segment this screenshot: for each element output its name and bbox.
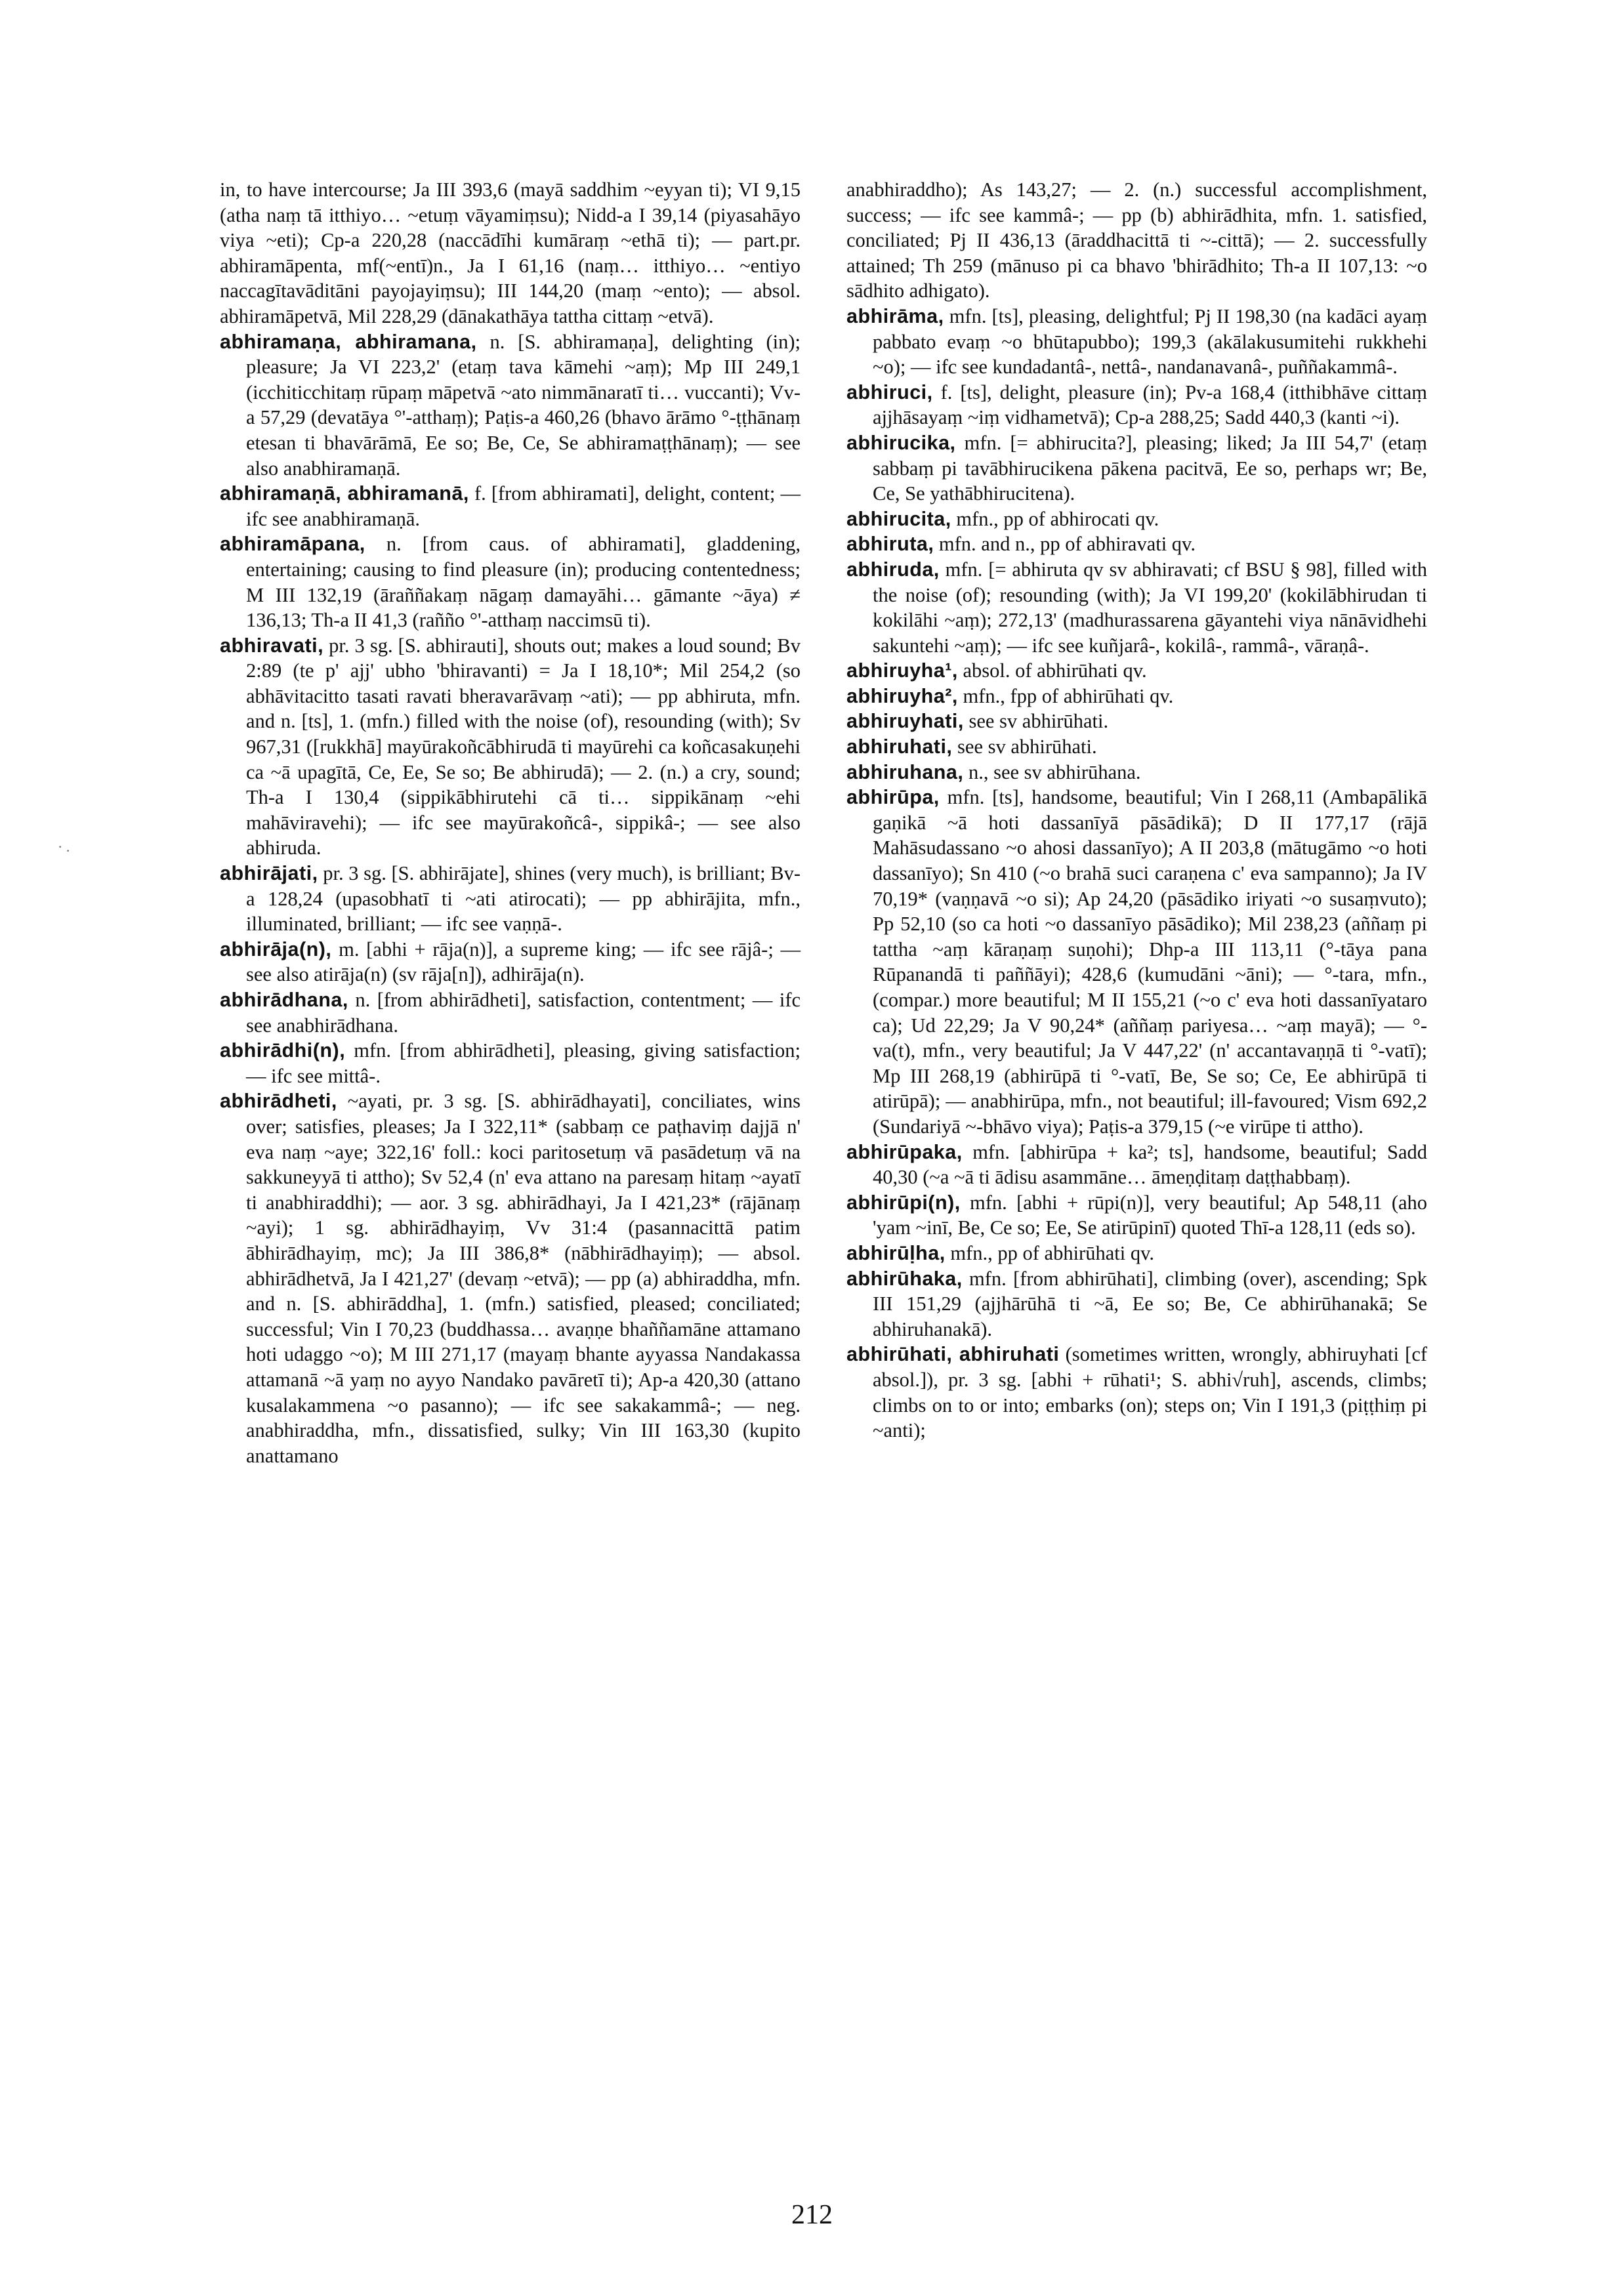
dictionary-entry <box>846 684 1427 709</box>
entry-definition: mfn., pp of abhirocati qv. <box>956 507 1159 530</box>
entry-headword: abhirūḷha, <box>846 1241 946 1264</box>
dictionary-entry <box>220 1038 801 1088</box>
dictionary-entry <box>846 658 1427 684</box>
entry-headword: abhiramaṇa, abhiramana, <box>220 330 477 353</box>
entry-headword: abhirūhaka, <box>846 1267 963 1290</box>
entry-definition: mfn. [abhi + rūpi(n)], very beautiful; Ap 548,11 (aho 'yam ~inī, Be, Ce so; Ee, Se atirūpinī) quoted Thī-a 128,11 (eds so). <box>873 1191 1428 1239</box>
entry-headword: abhiruyhati, <box>846 710 964 733</box>
dictionary-entry <box>220 531 801 632</box>
dictionary-entry <box>846 380 1427 430</box>
dictionary-entry <box>846 430 1427 507</box>
dictionary-entry <box>846 557 1427 658</box>
dictionary-entry <box>846 760 1427 785</box>
entry-definition: n. [from abhirādheti], satisfaction, contentment; — ifc see anabhirādhana. <box>246 989 801 1037</box>
dictionary-entry <box>846 785 1427 1139</box>
stray-mark: · . <box>58 838 70 855</box>
entry-headword: abhirādhana, <box>220 989 348 1011</box>
dictionary-entry <box>846 1140 1427 1190</box>
entry-headword: abhirūhati, abhiruhati <box>846 1343 1060 1366</box>
entry-headword: abhirāma, <box>846 304 944 327</box>
entry-definition: in, to have intercourse; Ja III 393,6 (mayā saddhim ~eyyan ti); VI 9,15 (atha naṃ tā itthiyo… ~etuṃ vāyamiṃsu); Nidd-a I 39,14 (piyasahāyo viya ~eti); Cp-a 220,28 (naccādīhi kumāraṃ ~ethā ti); — part.pr. abhiramāpenta, mf(~entī)n., Ja I 61,16 (naṃ… itthiyo… ~entiyo naccagītavāditāni payojayiṃsu); III 144,20 (maṃ ~ento); — absol. abhiramāpetvā, Mil 228,29 (dānakathāya tattha cittaṃ ~etvā). <box>220 178 801 327</box>
dictionary-entry <box>220 937 801 987</box>
entry-definition: mfn., fpp of abhirūhati qv. <box>963 684 1174 707</box>
dictionary-entry <box>220 177 801 329</box>
entry-definition: n., see sv abhirūhana. <box>968 760 1141 783</box>
dictionary-entry <box>220 1088 801 1468</box>
entry-definition: mfn. [ts], handsome, beautiful; Vin I 268,11 (Ambapālikā gaṇikā ~ā hoti dassanīyā pāsādikā); D II 177,17 (rājā Mahāsudassano ~o ahosi dassanīyo); A II 203,8 (mātugāmo ~o hoti dassanīyo); Sn 410 (~o brahā suci caraṇena c' eva sampanno); Ja IV 70,19* (vaṇṇavā ~o si); Ap 24,20 (pāsādiko iriyati ~o susaṃvuto); Pp 52,10 (so ca hoti ~o dassanīyo pāsādiko); Mil 238,23 (aññaṃ pi tattha ~aṃ kāraṇaṃ suṇohi); Dhp-a III 113,11 (°-tāya pana Rūpanandā ti paññāyi); 428,6 (kumudāni ~āni); — °-tara, mfn., (compar.) more beautiful; M II 155,21 (~o c' eva hoti dassanīyataro ca); Ud 22,29; Ja V 90,24* (aññaṃ pariyesa… ~aṃ mayā); — °-va(t), mfn., very beautiful; Ja V 447,22' (n' accantavaṇṇā ti °-vatī); Mp III 268,19 (abhirūpā ti °-vatī, Be, Se so; Ce, Ee abhirūpā ti atirūpā); — anabhirūpa, mfn., not beautiful; ill-favoured; Vism 692,2 (Sundariyā ~-bhāvo viya); Paṭis-a 379,15 (~e virūpe ti attho). <box>873 786 1427 1138</box>
entry-definition: ~ayati, pr. 3 sg. [S. abhirādhayati], conciliates, wins over; satisfies, pleases; Ja I 322,11* (sabbaṃ ce paṭhaviṃ dajjā n' eva naṃ ~aye; 322,16' foll.: koci paritosetuṃ vā pasādetuṃ vā na sakkuneyyā ti attho); Sv 52,4 (n' eva attano na paresaṃ hitaṃ ~ayatī ti anabhiraddhi); — aor. 3 sg. abhirādhayi, Ja I 421,23* (rājānaṃ ~ayi); 1 sg. abhirādhayiṃ, Vv 31:4 (pasannacittā patim ābhirādhayiṃ, mc); Ja III 386,8* (nābhirādhayiṃ); — absol. abhirādhetvā, Ja I 421,27' (devaṃ ~etvā); — pp (a) abhiraddha, mfn. and n. [S. abhirāddha], 1. (mfn.) satisfied, pleased; conciliated; successful; Vin I 70,23 (buddhassa… avaṇṇe bhaññamāne attamano hoti udaggo ~o); M III 271,17 (mayaṃ bhante ayyassa Nandakassa attamanā ~ā yaṃ no ayyo Nandako pavāretī ti); Ap-a 420,30 (attano kusalakammena ~o pasanno); — ifc see sakakammâ-; — neg. anabhiraddha, mfn., dissatisfied, sulky; Vin III 163,30 (kupito anattamano <box>246 1090 801 1467</box>
dictionary-entry <box>846 304 1427 380</box>
page-number: 212 <box>791 2200 833 2230</box>
entry-headword: abhirājati, <box>220 862 318 885</box>
dictionary-entry <box>846 1190 1427 1241</box>
entry-headword: abhirādhi(n), <box>220 1039 346 1062</box>
entry-headword: abhiramāpana, <box>220 533 365 556</box>
entry-headword: abhiruta, <box>846 533 934 556</box>
dictionary-entry <box>846 709 1427 734</box>
dictionary-entry <box>846 1266 1427 1342</box>
entry-headword: abhiruda, <box>846 558 940 581</box>
entry-definition: see sv abhirūhati. <box>968 710 1109 733</box>
entry-definition: mfn. [abhirūpa + ka²; ts], handsome, beautiful; Sadd 40,30 (~a ~ā ti ādisu asammāne… āmeṇḍitaṃ daṭṭhabbaṃ). <box>873 1140 1428 1189</box>
entry-definition: pr. 3 sg. [S. abhirājate], shines (very much), is brilliant; Bv-a 128,24 (upasobhatī ti ~ati atirocati); — pp abhirājita, mfn., illuminated, brilliant; — ifc see vaṇṇā-. <box>246 862 801 936</box>
dictionary-entry <box>220 633 801 861</box>
entry-definition: absol. of abhirūhati qv. <box>963 659 1147 682</box>
right-column <box>846 177 1427 1443</box>
entry-definition: (sometimes written, wrongly, abhiruyhati [cf absol.]), pr. 3 sg. [abhi + rūhati¹; S. abhi√ruh], ascends, climbs; climbs on to or into; embarks (on); steps on; Vin I 191,3 (piṭṭhiṃ pi ~anti); <box>873 1343 1428 1442</box>
entry-definition: mfn. [= abhirucita?], pleasing; liked; Ja III 54,7' (etaṃ sabbaṃ pi tavābhirucikena pākena pacitvā, Ee so, perhaps wr; Be, Ce, Se yathābhirucitena). <box>873 431 1428 505</box>
left-column <box>220 177 801 1468</box>
entry-definition: f. [ts], delight, pleasure (in); Pv-a 168,4 (itthibhāve cittaṃ ajjhāsayaṃ ~iṃ vidhametvā); Cp-a 288,25; Sadd 440,3 (kanti ~i). <box>873 381 1427 429</box>
entry-definition: anabhiraddho); As 143,27; — 2. (n.) successful accomplishment, success; — ifc see kammâ-; — pp (b) abhirādhita, mfn. 1. satisfied, conciliated; Pj II 436,13 (āraddhacittā ti ~-cittā); — 2. successfully attained; Th 259 (mānuso pi ca bhavo 'bhirādhito; Th-a II 107,13: ~o sādhito adhigato). <box>846 178 1427 302</box>
dictionary-entry <box>846 507 1427 532</box>
entry-headword: abhirucika, <box>846 431 956 454</box>
dictionary-entry <box>220 861 801 937</box>
entry-headword: abhiruci, <box>846 381 933 403</box>
entry-definition: mfn. [ts], pleasing, delightful; Pj II 198,30 (na kadāci ayaṃ pabbato evaṃ ~o bhūtapubbo); 199,3 (akālakusumitehi rukkhehi ~o); — ifc see kundadantâ-, nettâ-, nandanavanâ-, puññakammâ-. <box>873 304 1428 379</box>
entry-definition: f. [from abhiramati], delight, content; — ifc see anabhiramaṇā. <box>246 482 801 530</box>
entry-headword: abhirūpi(n), <box>846 1191 961 1214</box>
entry-headword: abhirūpaka, <box>846 1140 963 1163</box>
entry-headword: abhirūpa, <box>846 786 940 809</box>
entry-headword: abhirucita, <box>846 507 951 530</box>
dictionary-entry <box>846 177 1427 304</box>
entry-headword: abhiruyha², <box>846 684 958 707</box>
dictionary-entry <box>220 987 801 1038</box>
entry-definition: mfn. and n., pp of abhiravati qv. <box>938 533 1196 556</box>
dictionary-entry <box>846 531 1427 557</box>
entry-headword: abhiruhati, <box>846 735 953 758</box>
entry-definition: mfn. [from abhirūhati], climbing (over), ascending; Spk III 151,29 (ajjhārūhā ti ~ā, Ee so; Be, Ce abhirūhanakā; Se abhiruhanakā). <box>873 1267 1428 1340</box>
dictionary-entry <box>846 1342 1427 1443</box>
entry-headword: abhiravati, <box>220 634 324 657</box>
entry-definition: mfn. [= abhiruta qv sv abhiravati; cf BSU § 98], filled with the noise (of); resounding (with); Ja VI 199,20' (kokilābhirudan ti kokilāhi ~aṃ); 272,13' (madhurassarena gāyantehi viya nānāvidhehi sakuntehi ~aṃ); — ifc see kuñjarâ-, kokilâ-, rammâ-, vāraṇâ-. <box>873 558 1427 657</box>
entry-headword: abhiruhana, <box>846 760 964 783</box>
dictionary-entry <box>220 329 801 482</box>
dictionary-entry <box>220 481 801 531</box>
entry-definition: m. [abhi + rāja(n)], a supreme king; — ifc see rājâ-; — see also atirāja(n) (sv rāja[n]), adhirāja(n). <box>246 938 801 986</box>
entry-definition: pr. 3 sg. [S. abhirauti], shouts out; makes a loud sound; Bv 2:89 (te p' ajj' ubho 'bhiravanti) = Ja I 18,10*; Mil 254,2 (so abhāvitacitto tasati ravati bheravarāvaṃ ~ati); — pp abhiruta, mfn. and n. [ts], 1. (mfn.) filled with the noise (of), resounding (with); Sv 967,31 ([rukkhā] mayūrakoñcābhirudā ti mayūrehi ca koñcasakuṇehi ca ~ā upagītā, Ce, Ee, Se so; Be abhirudā); — 2. (n.) a cry, sound; Th-a I 130,4 (sippikābhirutehi cā ti… sippikānaṃ ~ehi mahāviravehi); — ifc see mayūrakoñcâ-, sippikâ-; — see also abhiruda. <box>246 634 801 859</box>
entry-headword: abhiruyha¹, <box>846 659 958 682</box>
entry-definition: see sv abhirūhati. <box>957 735 1097 758</box>
entry-headword: abhirādheti, <box>220 1090 337 1113</box>
entry-definition: n. [S. abhiramaṇa], delighting (in); pleasure; Ja VI 223,2' (etaṃ tava kāmehi ~aṃ); Mp III 249,1 (icchiticchitaṃ rūpaṃ māpetvā ~ato nimmānaratī ti… vuccanti); Vv-a 57,29 (devatāya °'-atthaṃ); Paṭis-a 460,26 (bhavo ārāmo °-ṭṭhānaṃ etesan ti bhavārāmā, Ee so; Be, Ce, Se abhiramaṭṭhānaṃ); — see also anabhiramaṇā. <box>246 330 801 480</box>
entry-definition: n. [from caus. of abhiramati], gladdening, entertaining; causing to find pleasure (in); producing contentedness; M III 132,19 (āraññakaṃ nāgaṃ damayāhi… gāmante ~āya) ≠ 136,13; Th-a II 41,3 (rañño °'-atthaṃ naccimsū ti). <box>246 533 801 632</box>
entry-definition: mfn. [from abhirādheti], pleasing, giving satisfaction; — ifc see mittâ-. <box>246 1039 801 1087</box>
entry-definition: mfn., pp of abhirūhati qv. <box>950 1241 1154 1264</box>
entry-headword: abhiramaṇā, abhiramanā, <box>220 482 469 505</box>
entry-headword: abhirāja(n), <box>220 938 332 961</box>
dictionary-entry <box>846 1241 1427 1266</box>
dictionary-entry <box>846 734 1427 760</box>
